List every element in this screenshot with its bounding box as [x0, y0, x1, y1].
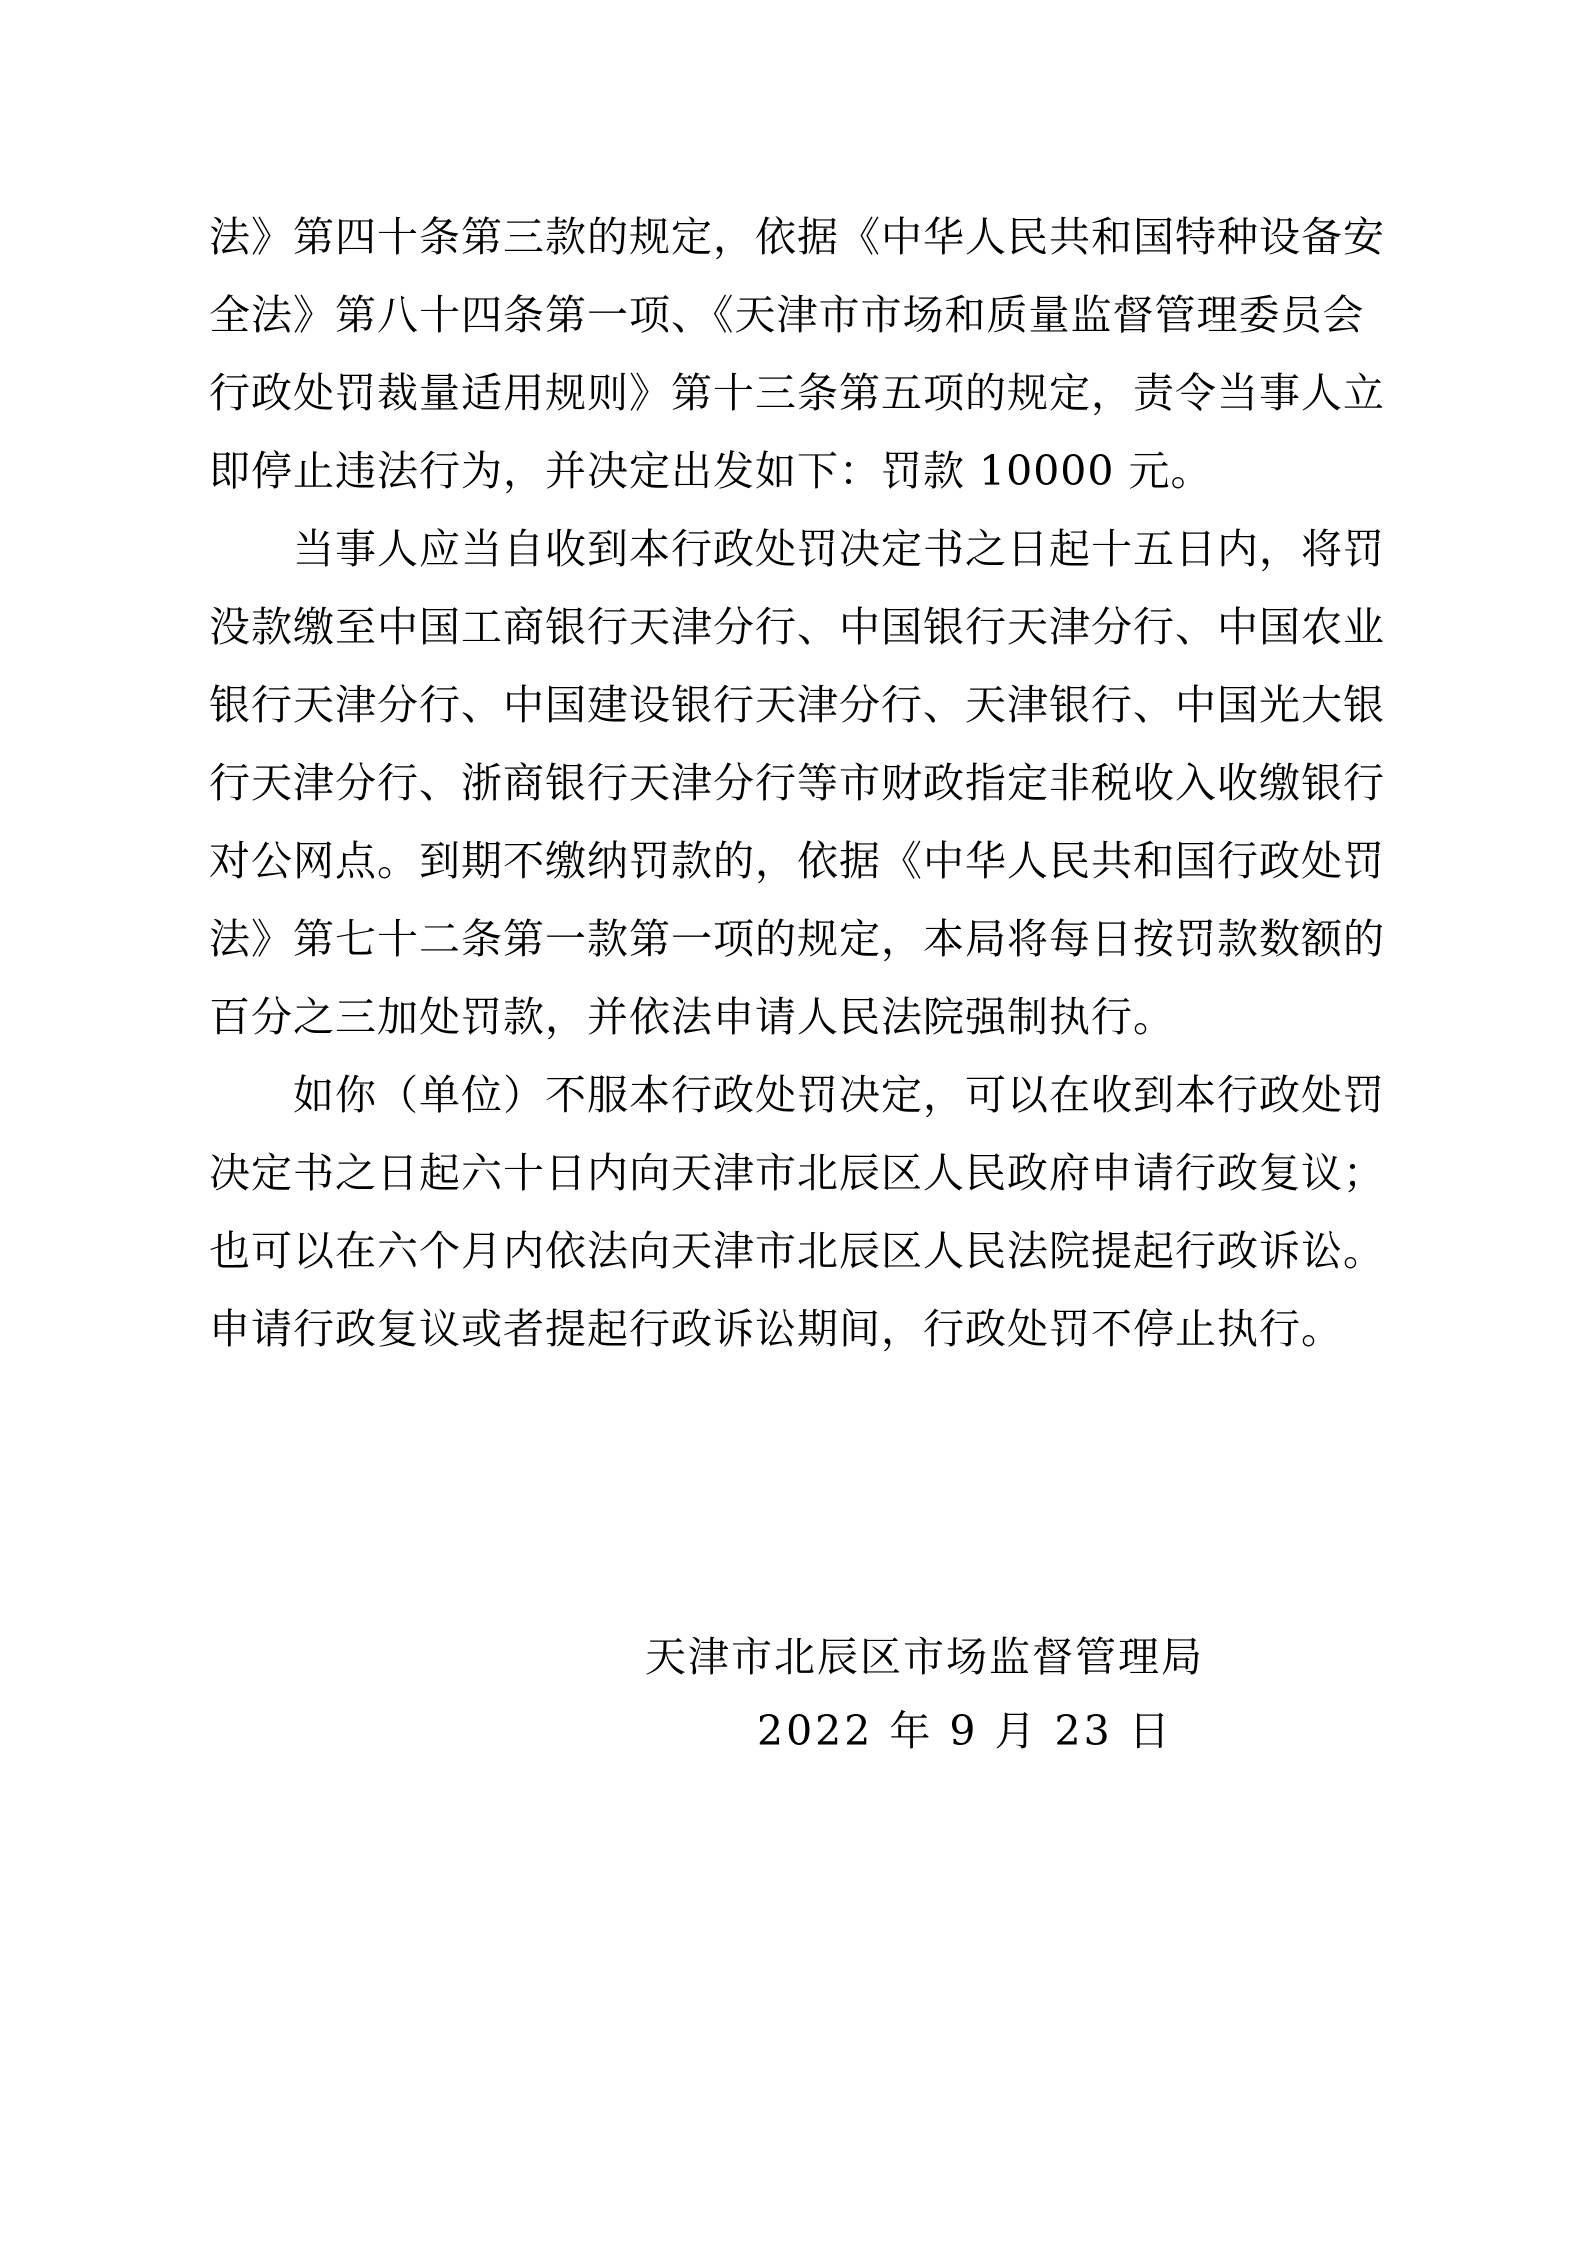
- body-line: 全法》第八十四条第一项、《天津市市场和质量监督管理委员会: [209, 291, 1365, 339]
- body-line: 法》第四十条第三款的规定，依据《中华人民共和国特种设备安: [209, 213, 1385, 261]
- body-line: 行政处罚裁量适用规则》第十三条第五项的规定，责令当事人立: [209, 369, 1385, 417]
- body-line: 决定书之日起六十日内向天津市北辰区人民政府申请行政复议；: [209, 1149, 1385, 1197]
- issuing-organization: 天津市北辰区市场监督管理局: [645, 1633, 1204, 1681]
- body-line: 法》第七十二条第一款第一项的规定，本局将每日按罚款数额的: [209, 915, 1385, 963]
- body-line: 如你（单位）不服本行政处罚决定，可以在收到本行政处罚: [209, 1071, 1385, 1119]
- body-line: 申请行政复议或者提起行政诉讼期间，行政处罚不停止执行。: [209, 1305, 1343, 1353]
- body-line: 行天津分行、浙商银行天津分行等市财政指定非税收入收缴银行: [209, 759, 1385, 807]
- issue-date: 2022 年 9 月 23 日: [757, 1707, 1173, 1755]
- body-line: 当事人应当自收到本行政处罚决定书之日起十五日内，将罚: [209, 525, 1385, 573]
- document-body: [209, 198, 1389, 1368]
- body-line: 没款缴至中国工商银行天津分行、中国银行天津分行、中国农业: [209, 603, 1385, 651]
- body-line: 银行天津分行、中国建设银行天津分行、天津银行、中国光大银: [209, 681, 1385, 729]
- body-line: 即停止违法行为，并决定出发如下：罚款 10000 元。: [209, 447, 1213, 495]
- body-line: 对公网点。到期不缴纳罚款的，依据《中华人民共和国行政处罚: [209, 837, 1385, 885]
- body-line: 也可以在六个月内依法向天津市北辰区人民法院提起行政诉讼。: [209, 1227, 1385, 1275]
- body-line: 百分之三加处罚款，并依法申请人民法院强制执行。: [209, 993, 1175, 1041]
